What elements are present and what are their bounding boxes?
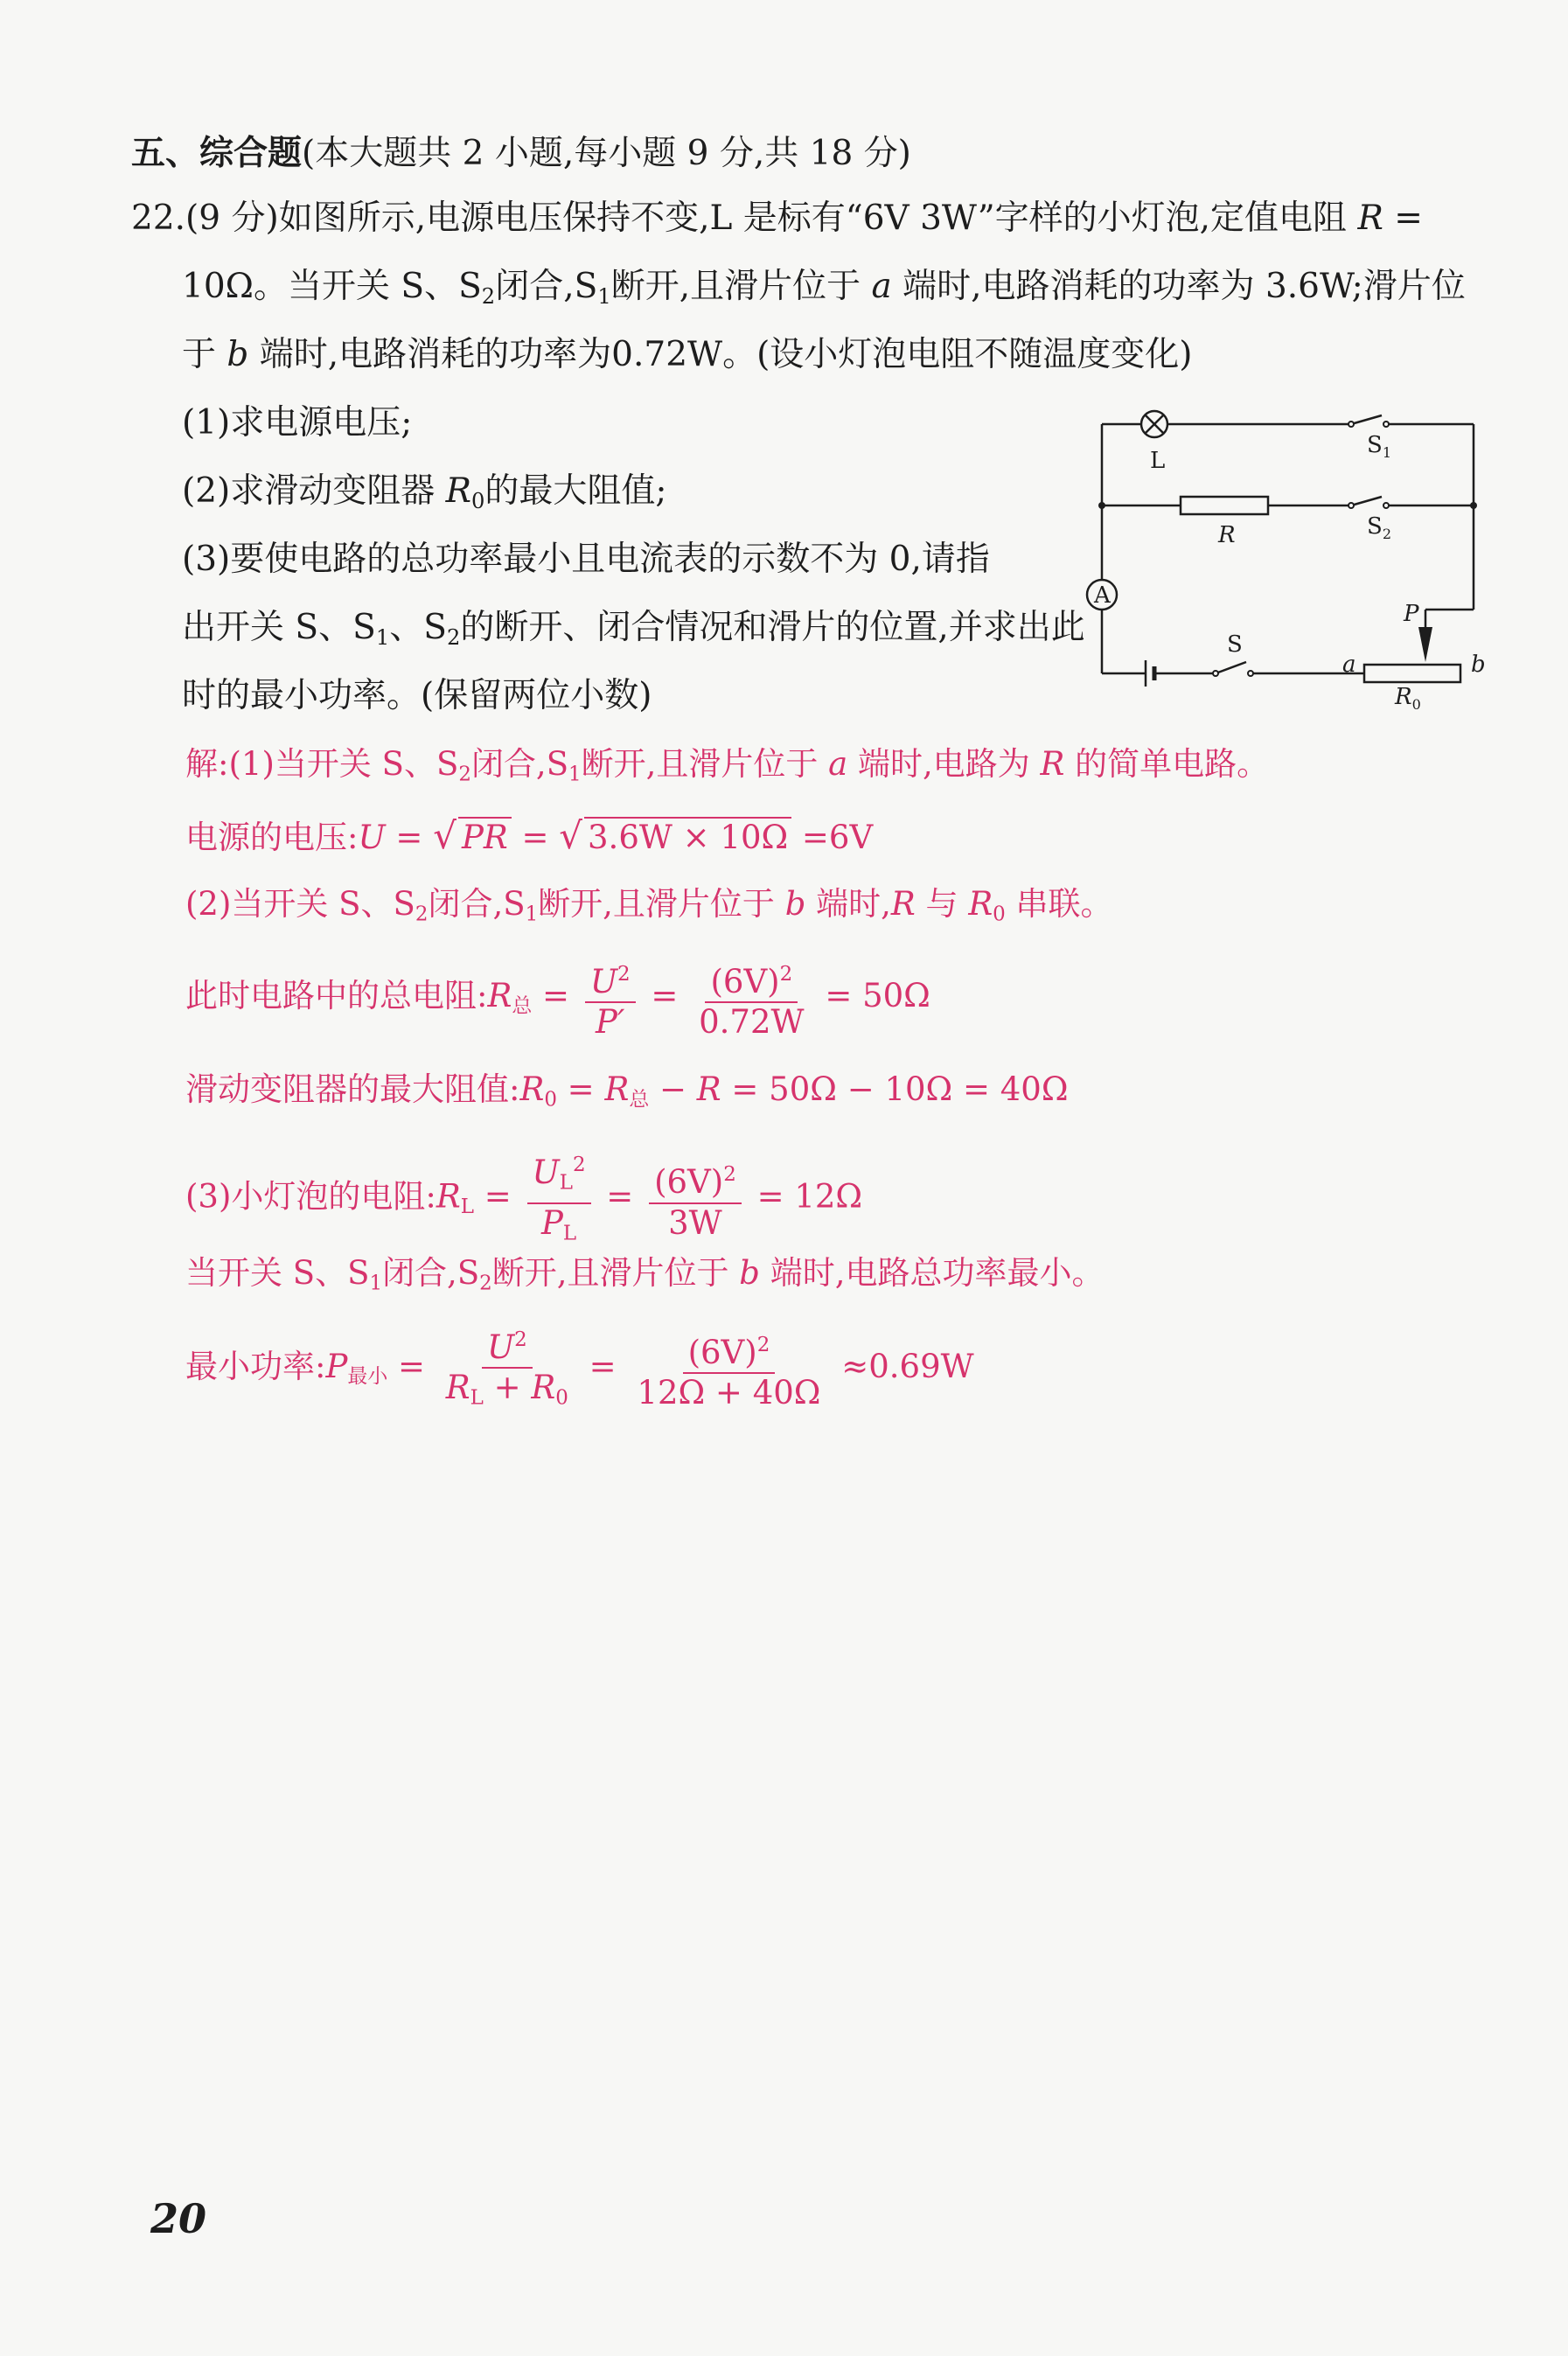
circuit-diagram [1080,398,1509,713]
answer-var: P [540,1203,563,1242]
answer-text: = [385,819,434,856]
fraction-numerator [683,1326,776,1374]
answer-text: 断开,且滑片位于 [491,1254,740,1292]
rheostat-sub: 0 [1411,696,1421,713]
answer-label: (3)小灯泡的电阻: [185,1177,436,1216]
answer-sub: 1 [369,1272,383,1295]
fraction [441,1321,574,1418]
answer-sub: 总 [629,1088,650,1112]
section-heading [131,131,911,177]
sqrt-sign: √ [433,814,456,857]
question-stem-line-3 [182,332,1193,378]
answer-var: R [696,1070,721,1108]
slider-arrow [1418,627,1432,662]
answer-var: R [487,977,512,1015]
answer-sub: 1 [525,903,539,926]
fraction [527,1146,591,1252]
answer-sub: 2 [458,763,471,786]
question-stem-line-1 [131,196,1423,241]
rheostat-end-b: b [1471,652,1486,678]
answer-var: a [828,745,848,783]
answer-text: = [511,819,560,856]
answer-text: (2)当开关 S、S [185,885,415,923]
fraction [693,955,809,1042]
switch-s2-label [1367,513,1391,542]
answer-result: ≈0.69W [841,1347,974,1385]
answer-var: R [519,1070,545,1108]
answer-line-3 [185,882,1113,937]
answer-sub: L [460,1195,474,1218]
sqrt-content: 3.6W × 10Ω [584,817,791,857]
fraction-denominator [441,1369,574,1417]
question-stem-line-2 [182,264,1466,319]
answer-result: =6V [791,819,874,856]
sub-question-1: (1)求电源电压; [182,403,413,443]
section-note: (本大题共 2 小题,每小题 9 分,共 18 分) [302,134,911,173]
answer-text: 的简单电路。 [1064,745,1270,783]
switch-s-blade [1216,662,1246,673]
stem-text: 断开,且滑片位于 [610,267,872,306]
sub2-text: 的最大阻值; [484,471,667,511]
answer-sub: L [562,1222,577,1245]
switch-s1-sub: 1 [1382,444,1391,461]
fraction-numerator [705,955,798,1003]
answer-result: = 50Ω [825,977,930,1015]
answer-var: U [358,819,386,856]
answer-label: 此时电路中的总电阻: [185,977,488,1015]
sub3-text: 出开关 S、S [182,608,376,647]
answer-line-1 [185,742,1269,797]
answer-sup: 2 [779,963,793,986]
stem-var: b [226,335,249,374]
fraction-numerator [482,1321,533,1369]
answer-result: = 12Ω [756,1177,863,1216]
slider-label: P [1404,601,1419,627]
answer-line-7 [185,1251,1105,1306]
fraction-denominator: P′ [596,1003,625,1042]
answer-text: 断开,且滑片位于 [581,745,829,783]
answer-var: U [589,963,617,1001]
page-number: 20 [150,2195,207,2242]
sub3-text: 、S [389,608,447,647]
answer-text: = [473,1177,522,1216]
stem-text: 如图所示,电源电压保持不变,L 是标有“6V 3W”字样的小灯泡,定值电阻 [278,199,1358,238]
stem-text: = [1383,199,1423,238]
switch-s1-letter: S [1367,432,1383,458]
switch-s1-contact [1348,422,1354,427]
answer-sub: 0 [555,1386,568,1410]
switch-s-contact [1248,671,1253,676]
lamp-label: L [1150,448,1166,474]
ammeter-label: A [1094,582,1111,609]
fraction [649,1155,742,1242]
answer-var: b [739,1254,760,1292]
answer-sub: 总 [512,994,533,1018]
answer-label: 滑动变阻器的最大阻值: [185,1070,520,1108]
sqrt-sign: √ [559,814,583,857]
answer-text: − [649,1070,697,1108]
answer-line-2 [185,813,873,861]
answer-sup: 2 [756,1333,770,1356]
switch-s1-blade [1351,415,1382,424]
fraction-denominator: 12Ω + 40Ω [637,1373,821,1412]
answer-text: = [606,1177,645,1216]
junction-dot [1098,502,1105,509]
answer-text: (6V) [710,963,780,1001]
answer-var: R [968,885,993,923]
answer-line-5 [185,1067,1069,1122]
section-title: 五、综合题 [131,134,303,173]
answer-sup: 2 [617,963,631,986]
junction-dot [1470,502,1477,509]
answer-sub: 0 [993,903,1006,926]
switch-s2-contact [1383,503,1389,508]
answer-var: R [436,1177,461,1216]
answer-text: 闭合,S [470,745,569,783]
fraction-denominator: 0.72W [699,1003,805,1042]
answer-text: (6V) [654,1163,724,1202]
answer-sub: 1 [568,763,582,786]
stem-sub: 1 [597,283,611,309]
switch-s2-blade [1351,497,1382,505]
answer-line-4 [185,955,930,1046]
stem-text: 于 [182,335,227,374]
answer-label: 最小功率: [185,1347,326,1385]
answer-var: b [784,885,806,923]
sub-question-2 [182,469,667,524]
sub3-sub: 1 [375,624,390,650]
switch-s1-contact [1383,422,1389,427]
stem-var: R [1357,199,1383,238]
sub2-text: (2)求滑动变阻器 [182,471,446,511]
answer-var: P [325,1347,348,1385]
answer-text: 串联。 [1005,885,1113,923]
answer-sub: L [470,1386,484,1410]
switch-s2-contact [1348,503,1354,508]
answer-sup: 2 [514,1328,527,1351]
stem-text: 闭合,S [495,267,598,306]
answer-result: = 50Ω − 10Ω = 40Ω [721,1070,1069,1108]
rheostat-letter: R [1395,684,1412,710]
rheostat-label [1394,684,1421,713]
answer-label: 电源的电压: [185,819,359,856]
main-switch-label: S [1227,631,1243,658]
answer-text: (6V) [687,1333,757,1371]
answer-text: = [589,1347,627,1385]
question-score: (9 分) [185,199,279,238]
answer-sub: 2 [415,903,429,926]
answer-text: 闭合,S [382,1254,480,1292]
question-number: 22. [131,199,186,238]
answer-var: R [1040,745,1065,783]
stem-text: 端时,电路消耗的功率为0.72W。(设小灯泡电阻不随温度变化) [248,335,1193,374]
fraction [585,955,636,1042]
answer-sup: 2 [572,1154,586,1176]
switch-s1-label [1367,432,1391,461]
fraction [631,1326,826,1412]
answer-sup: 2 [723,1163,736,1187]
answer-text: 断开,且滑片位于 [538,885,785,923]
fraction-numerator [585,955,636,1003]
rheostat-end-a: a [1342,652,1356,678]
answer-line-6 [185,1146,862,1252]
sub2-sub: 0 [471,488,485,513]
answer-text: 端时,电路为 [847,745,1041,783]
answer-sub: 0 [544,1088,557,1112]
rheostat-symbol [1364,665,1460,682]
answer-sub: 2 [479,1272,492,1295]
answer-line-8 [185,1321,974,1418]
answer-sub: L [559,1171,573,1195]
sub3-text: 的断开、闭合情况和滑片的位置,并求出此 [460,608,1085,647]
answer-text: = [532,977,580,1015]
answer-text: = [387,1347,436,1385]
stem-sub: 2 [481,283,496,309]
answer-text: 端时,电路总功率最小。 [759,1254,1105,1292]
stem-text: 端时,电路消耗的功率为 3.6W;滑片位 [891,267,1466,306]
fraction-denominator: 3W [668,1203,722,1242]
answer-var: U [486,1328,515,1367]
switch-s2-sub: 2 [1382,526,1391,542]
answer-text: = [556,1070,605,1108]
resistor-label: R [1218,522,1236,548]
sub3-sub: 2 [446,624,461,650]
answer-text: 当开关 S、S [185,1254,370,1292]
sub-question-3-line-3: 时的最小功率。(保留两位小数) [182,676,652,715]
fraction-numerator [649,1155,742,1203]
sub-question-3-line-1: (3)要使电路的总功率最小且电流表的示数不为 0,请指 [182,540,990,579]
stem-text: 10Ω。当开关 S、S [182,267,482,306]
answer-var: R [604,1070,630,1108]
resistor-symbol [1181,497,1268,514]
switch-s-contact [1213,671,1218,676]
answer-text: 解:(1)当开关 S、S [185,745,459,783]
sub2-var: R [445,471,472,511]
switch-s2-letter: S [1367,513,1383,540]
sub-question-3-line-2 [182,605,1085,660]
answer-sub: 最小 [347,1365,388,1389]
answer-text: = [651,977,689,1015]
answer-var: R [445,1369,470,1407]
answer-var: R [890,885,916,923]
answer-var: U [532,1154,560,1192]
sqrt-content: PR [458,817,512,857]
fraction-numerator [527,1146,591,1204]
stem-var: a [871,267,892,306]
answer-text: 端时, [805,885,891,923]
answer-text: + [483,1369,532,1407]
answer-text: 闭合,S [428,885,526,923]
answer-var: R [531,1369,556,1407]
answer-text: 与 [915,885,969,923]
fraction-denominator [536,1204,582,1252]
